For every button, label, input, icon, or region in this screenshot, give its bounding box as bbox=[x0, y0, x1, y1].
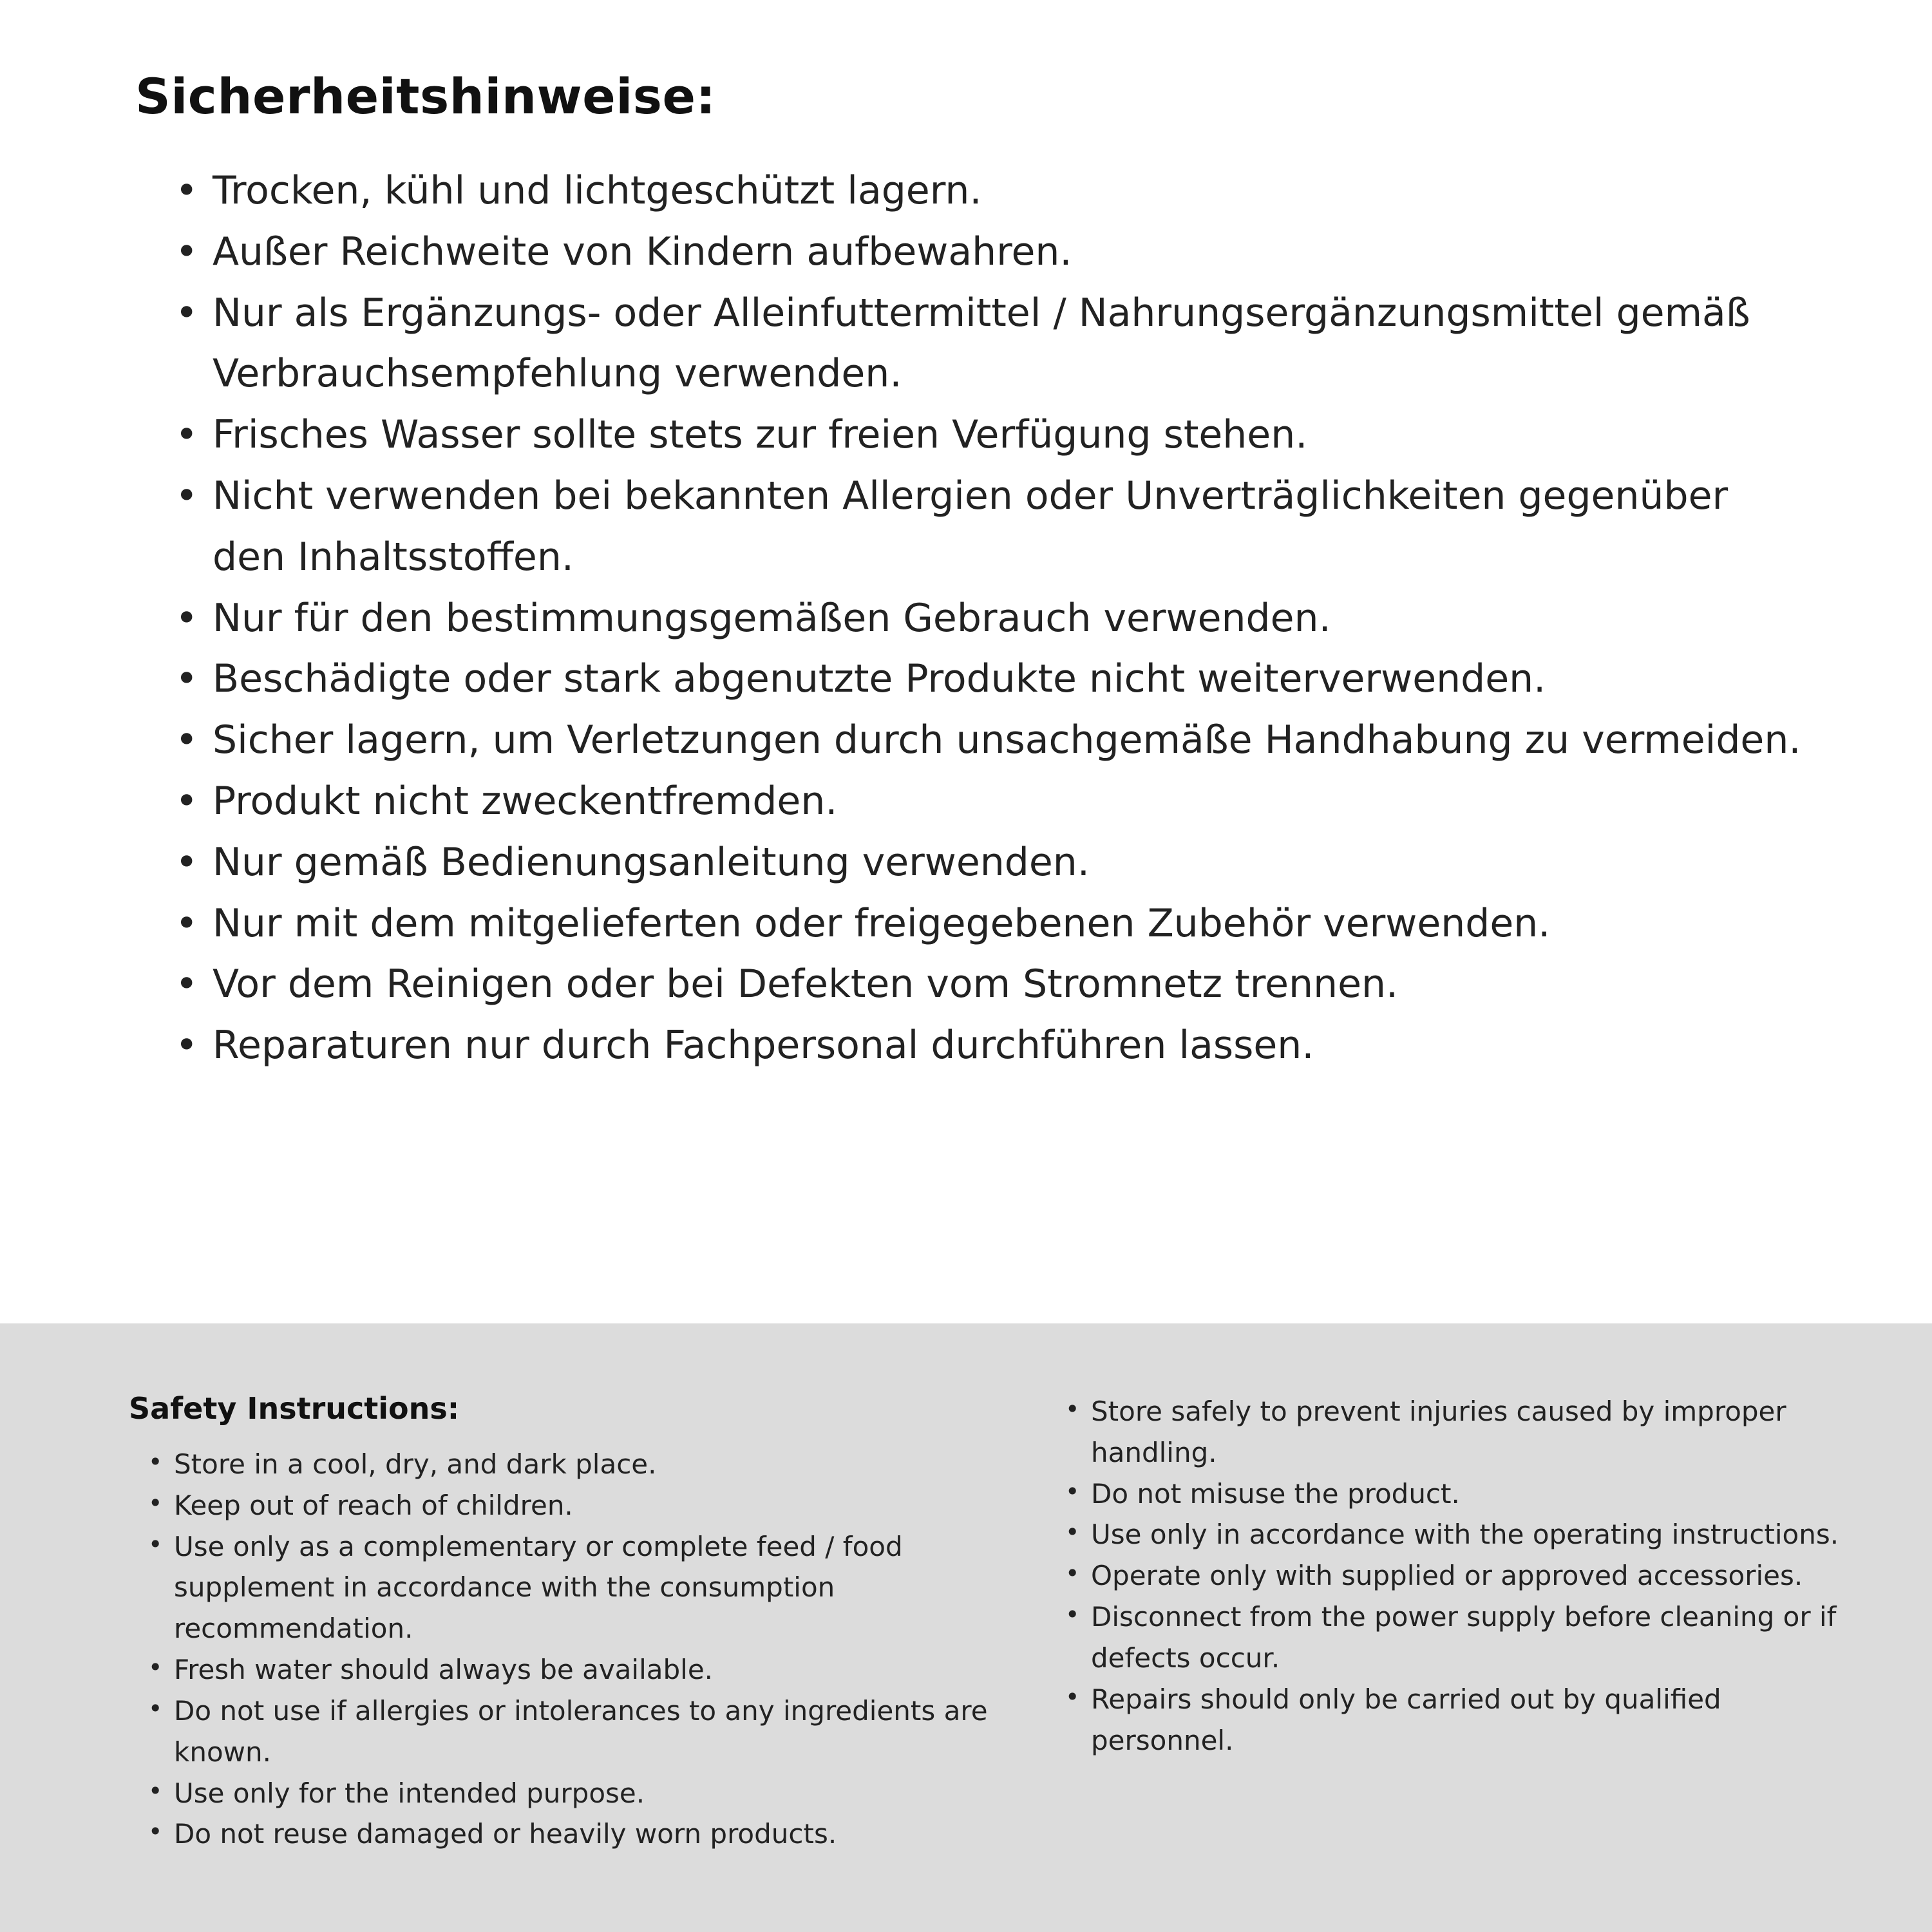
english-right-column bbox=[1063, 1391, 1848, 1893]
list-item: • Disconnect from the power supply before cleaning or if defects occur. bbox=[1063, 1596, 1848, 1679]
list-item: • Reparaturen nur durch Fachpersonal durchführen lassen. bbox=[175, 1015, 1803, 1076]
list-item: • Fresh water should always be available. bbox=[146, 1649, 1005, 1690]
list-item: • Sicher lagern, um Verletzungen durch unsachgemäße Handhabung zu vermeiden. bbox=[175, 710, 1803, 771]
list-item: • Beschädigte oder stark abgenutzte Produkte nicht weiterverwenden. bbox=[175, 649, 1803, 710]
list-item: • Produkt nicht zweckentfremden. bbox=[175, 771, 1803, 832]
english-safety-section bbox=[0, 1323, 1932, 1932]
english-section-title: Safety Instructions: bbox=[129, 1391, 460, 1426]
list-item: • Trocken, kühl und lichtgeschützt lagern. bbox=[175, 160, 1803, 222]
english-safety-list-left bbox=[129, 1444, 1005, 1855]
list-item: • Nur gemäß Bedienungsanleitung verwenden. bbox=[175, 832, 1803, 893]
english-left-column bbox=[129, 1391, 1005, 1893]
list-item: • Use only for the intended purpose. bbox=[146, 1773, 1005, 1814]
list-item: • Nur als Ergänzungs- oder Alleinfuttermittel / Nahrungsergänzungsmittel gemäß Verbrauchsempfehlung verwenden. bbox=[175, 283, 1803, 405]
list-item: • Vor dem Reinigen oder bei Defekten vom Stromnetz trennen. bbox=[175, 954, 1803, 1015]
list-item: • Use only in accordance with the operating instructions. bbox=[1063, 1514, 1848, 1555]
list-item: • Operate only with supplied or approved accessories. bbox=[1063, 1555, 1848, 1596]
list-item: • Store in a cool, dry, and dark place. bbox=[146, 1444, 1005, 1485]
list-item: • Do not reuse damaged or heavily worn products. bbox=[146, 1814, 1005, 1855]
list-item: • Außer Reichweite von Kindern aufbewahren. bbox=[175, 222, 1803, 283]
list-item: • Frisches Wasser sollte stets zur freien Verfügung stehen. bbox=[175, 404, 1803, 466]
list-item: • Use only as a complementary or complete feed / food supplement in accordance with the consumption recommendation. bbox=[146, 1526, 1005, 1649]
german-section-title: Sicherheitshinweise: bbox=[135, 68, 716, 125]
list-item: • Nur mit dem mitgelieferten oder freigegebenen Zubehör verwenden. bbox=[175, 893, 1803, 954]
list-item: • Keep out of reach of children. bbox=[146, 1485, 1005, 1526]
german-safety-list bbox=[135, 160, 1803, 1076]
list-item: • Nur für den bestimmungsgemäßen Gebrauch verwenden. bbox=[175, 588, 1803, 649]
list-item: • Do not misuse the product. bbox=[1063, 1473, 1848, 1515]
list-item: • Store safely to prevent injuries caused by improper handling. bbox=[1063, 1391, 1848, 1473]
english-safety-list-right bbox=[1063, 1391, 1848, 1761]
list-item: • Do not use if allergies or intolerances to any ingredients are known. bbox=[146, 1690, 1005, 1773]
list-item: • Repairs should only be carried out by qualified personnel. bbox=[1063, 1679, 1848, 1761]
list-item: • Nicht verwenden bei bekannten Allergien oder Unverträglichkeiten gegenüber den Inhaltsstoffen. bbox=[175, 466, 1803, 588]
